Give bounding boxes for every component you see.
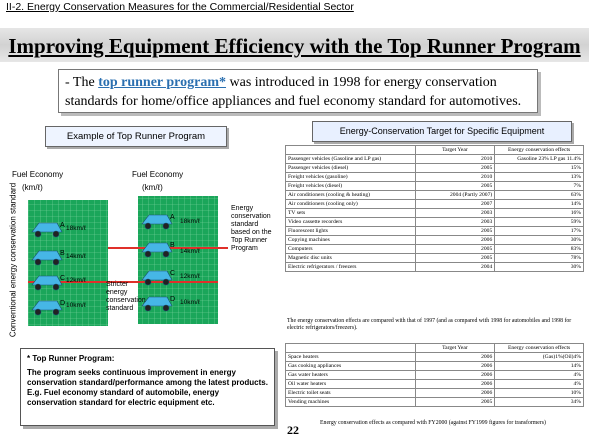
example-title: Example of Top Runner Program: [45, 126, 227, 147]
note-heading: * Top Runner Program:: [27, 354, 115, 363]
value-right-2: 14km/ℓ: [180, 248, 200, 255]
target-year-cell: 2005: [415, 245, 495, 254]
target-year-cell: 2003: [415, 209, 495, 218]
table-row: [286, 398, 584, 407]
equipment-cell: Copying machines: [286, 236, 416, 245]
equipment-cell: Electric refrigerators / freezers: [286, 263, 416, 272]
section-label: II-2. Energy Conservation Measures for the Commercial/Residential Sector: [6, 1, 354, 13]
effect-cell: 15%: [495, 164, 584, 173]
equipment-cell: Freight vehicles (diesel): [286, 182, 416, 191]
table-header-row: [286, 344, 584, 353]
effect-cell: (Gas)1%(Oil)4%: [495, 353, 584, 362]
stricter-standard-note: Stricter energy conservation standard: [106, 281, 146, 312]
table-row: [286, 263, 584, 272]
effect-cell: 10%: [495, 389, 584, 398]
table-row: [286, 155, 584, 164]
target-year-cell: 2005: [415, 182, 495, 191]
target-year-cell: 2005: [415, 254, 495, 263]
table-row: [286, 362, 584, 371]
equipment-cell: Passenger vehicles (Gasoline and LP gas): [286, 155, 416, 164]
table-header-row: [286, 146, 584, 155]
value-left-2: 14km/ℓ: [66, 253, 86, 260]
effect-cell: 30%: [495, 236, 584, 245]
marker-d-right: D: [170, 296, 176, 303]
table-row: [286, 353, 584, 362]
equipment-cell: Oil water heaters: [286, 380, 416, 389]
value-left-4: 10km/ℓ: [66, 302, 86, 309]
table-row: [286, 254, 584, 263]
table-row: [286, 173, 584, 182]
effect-cell: 7%: [495, 182, 584, 191]
effect-cell: 30%: [495, 263, 584, 272]
unit-label-right: (km/ℓ): [142, 183, 163, 192]
top-runner-note: [20, 348, 275, 426]
marker-b-left: B: [60, 250, 65, 257]
target-year-cell: 2006: [415, 371, 495, 380]
table-row: [286, 218, 584, 227]
unit-label-left: (km/ℓ): [22, 183, 43, 192]
target-year-cell: 2006: [415, 236, 495, 245]
table-row: [286, 389, 584, 398]
effect-cell: 4%: [495, 371, 584, 380]
equipment-cell: Freight vehicles (gasoline): [286, 173, 416, 182]
top-runner-standard-note: Energy conservation standard based on the Top Runner Program: [231, 205, 272, 252]
equipment-cell: Video cassette recorders: [286, 218, 416, 227]
intro-prefix: - The: [65, 75, 99, 90]
effect-cell: 16%: [495, 209, 584, 218]
target-year-cell: 2005: [415, 398, 495, 407]
equipment-cell: Space heaters: [286, 353, 416, 362]
equipment-cell: Passenger vehicles (diesel): [286, 164, 416, 173]
value-right-3: 12km/ℓ: [180, 273, 200, 280]
value-right-4: 10km/ℓ: [180, 299, 200, 306]
table-row: [286, 209, 584, 218]
marker-d-left: D: [60, 300, 66, 307]
table-row: [286, 371, 584, 380]
table-row: [286, 236, 584, 245]
effect-cell: 78%: [495, 254, 584, 263]
target-year-cell: 2005: [415, 227, 495, 236]
effect-cell: 4%: [495, 380, 584, 389]
page-number: 22: [287, 423, 299, 437]
target-table-1: [285, 145, 584, 272]
effect-cell: 14%: [495, 362, 584, 371]
equipment-cell: Air conditioners (cooling & heating): [286, 191, 416, 200]
equipment-cell: Magnetic disc units: [286, 254, 416, 263]
table2-footnote: Energy conservation effects as compared with FY2000 (against FY1999 figures for transformers): [320, 420, 546, 426]
target-year-cell: 2004: [415, 263, 495, 272]
target-title: Energy-Conservation Target for Specific Equipment: [312, 121, 572, 142]
table-header-cell: Energy conservation effects: [495, 146, 584, 155]
table-row: [286, 164, 584, 173]
table-row: [286, 182, 584, 191]
table-header-cell: [286, 146, 416, 155]
marker-c-left: C: [60, 275, 66, 282]
table-row: [286, 227, 584, 236]
fuel-economy-label-left: Fuel Economy: [12, 170, 64, 179]
page-title: Improving Equipment Efficiency with the Top Runner Program: [8, 34, 581, 58]
effect-cell: 59%: [495, 218, 584, 227]
table-header-cell: Target Year: [415, 146, 495, 155]
effect-cell: Gasoline 23% LP gas 11.4%: [495, 155, 584, 164]
table-row: [286, 191, 584, 200]
effect-cell: 34%: [495, 398, 584, 407]
top-runner-link[interactable]: top runner program*: [98, 75, 227, 90]
table-row: [286, 245, 584, 254]
equipment-cell: Computers: [286, 245, 416, 254]
target-table-2: [285, 343, 584, 407]
table-header-cell: [286, 344, 416, 353]
table1-footnote: The energy conservation effects are compared with that of 1997 (and as compared with 1998 for automobiles and 1998 for electric refrigerators/freezers).: [287, 318, 572, 331]
fuel-economy-label-right: Fuel Economy: [132, 170, 184, 179]
equipment-cell: Vending machines: [286, 398, 416, 407]
effect-cell: 14%: [495, 200, 584, 209]
equipment-cell: Electric toilet seats: [286, 389, 416, 398]
effect-cell: 17%: [495, 227, 584, 236]
equipment-cell: Gas cooking appliances: [286, 362, 416, 371]
target-year-cell: 2005: [415, 164, 495, 173]
note-body: The program seeks continuous improvement in energy conservation standard/performance among the latest products. E.g. Fuel economy standard of automobile, energy conservation standard for electric equipment etc.: [27, 368, 268, 407]
target-year-cell: 2006: [415, 362, 495, 371]
table-header-cell: Energy conservation effects: [495, 344, 584, 353]
target-year-cell: 2006: [415, 389, 495, 398]
intro-box: [58, 69, 538, 113]
value-right-1: 18km/ℓ: [180, 218, 200, 225]
table-row: [286, 380, 584, 389]
target-year-cell: 2006: [415, 380, 495, 389]
equipment-cell: Gas water heaters: [286, 371, 416, 380]
marker-a-right: A: [170, 214, 175, 221]
vertical-axis-label: Conventional energy conservation standard: [8, 182, 18, 338]
equipment-cell: TV sets: [286, 209, 416, 218]
equipment-cell: Fluorescent lights: [286, 227, 416, 236]
effect-cell: 63%: [495, 191, 584, 200]
value-left-3: 12km/ℓ: [66, 277, 86, 284]
marker-c-right: C: [170, 270, 176, 277]
effect-cell: 83%: [495, 245, 584, 254]
effect-cell: 13%: [495, 173, 584, 182]
target-year-cell: 2010: [415, 173, 495, 182]
intro-text: was introduced in 1998 for energy conservation standards for home/office appliances and fuel economy standard for automotives.: [65, 75, 522, 109]
marker-b-right: B: [170, 242, 175, 249]
target-year-cell: 2006: [415, 353, 495, 362]
table-row: [286, 200, 584, 209]
target-year-cell: 2004 (Partly 2007): [415, 191, 495, 200]
value-left-1: 18km/ℓ: [66, 225, 86, 232]
target-year-cell: 2003: [415, 218, 495, 227]
target-year-cell: 2010: [415, 155, 495, 164]
marker-a-left: A: [60, 222, 65, 229]
equipment-cell: Air conditioners (cooling only): [286, 200, 416, 209]
target-year-cell: 2007: [415, 200, 495, 209]
table-header-cell: Target Year: [415, 344, 495, 353]
